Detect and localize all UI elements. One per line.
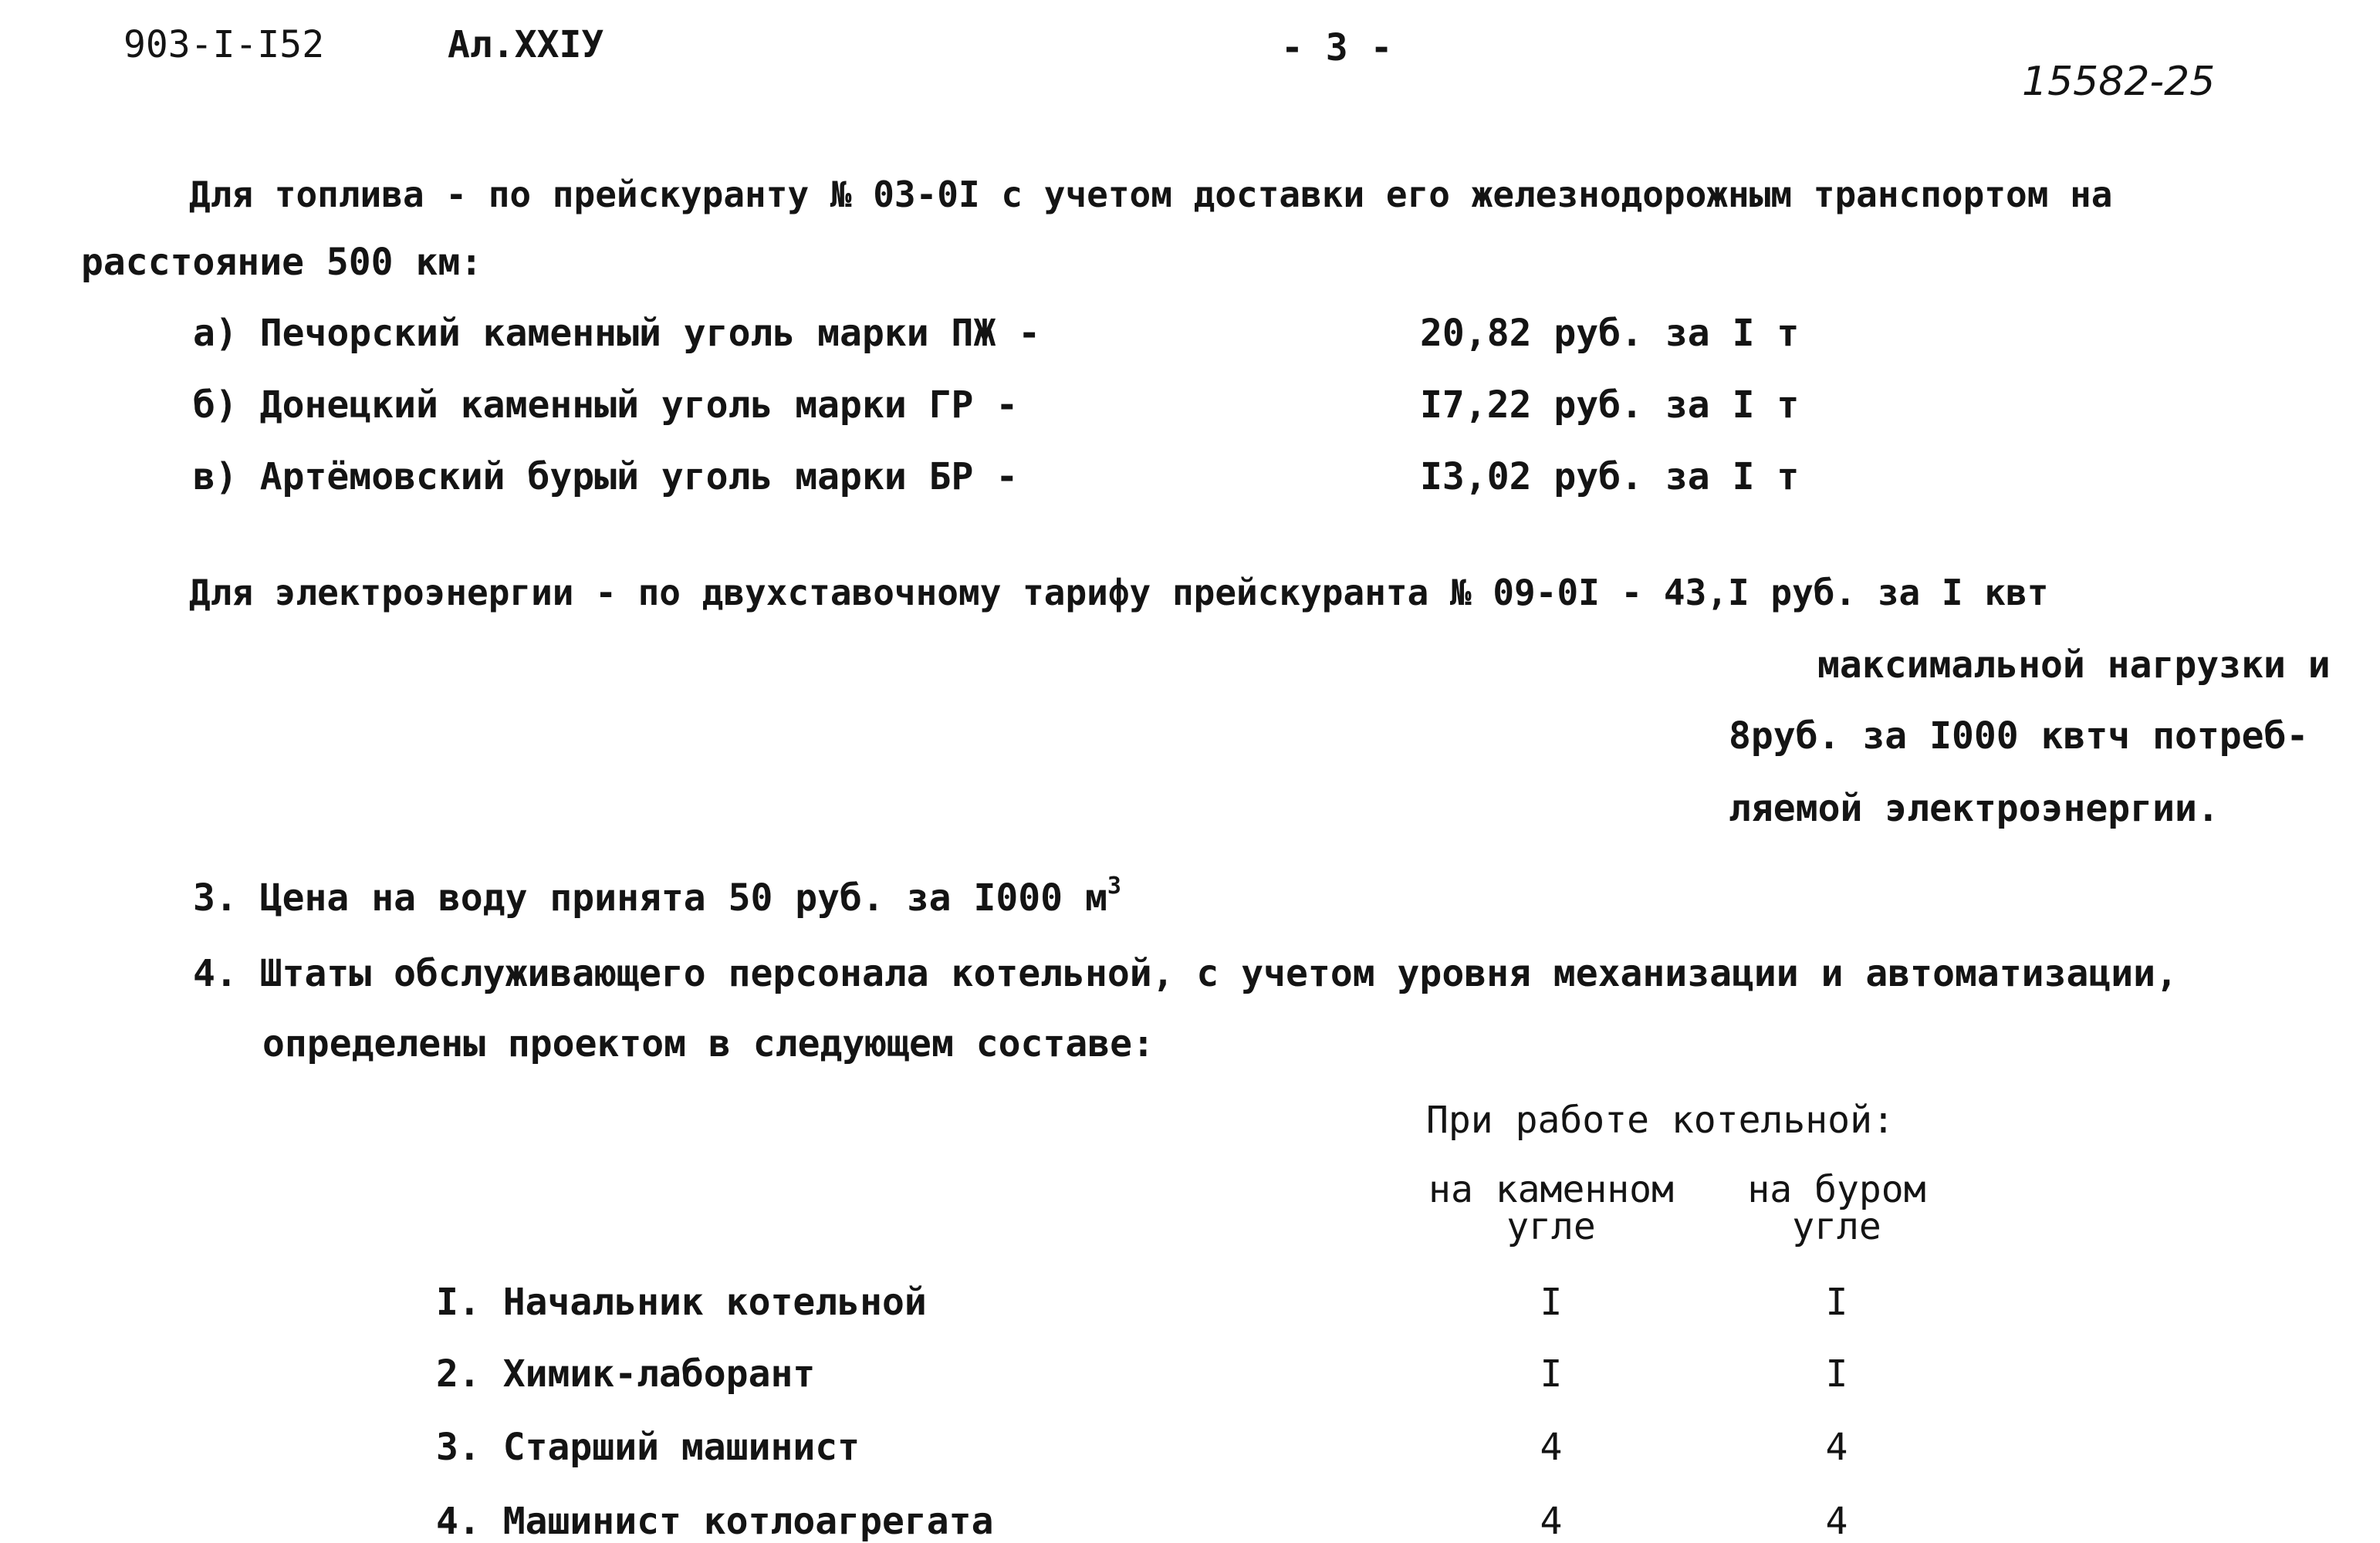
page-number: - 3 -: [1281, 26, 1393, 69]
staff-row-brown-count: I: [1825, 1281, 1848, 1324]
column-header-line: угле: [1506, 1205, 1596, 1248]
electricity-line-1: Для электроэнергии - по двухставочному тарифу прейскуранта № 09-0I - 43,I руб. за I квт: [189, 572, 2049, 613]
column-header-brown-coal: [1706, 1168, 1968, 1248]
staff-row-name: I. Начальник котельной: [436, 1281, 927, 1324]
staff-row-stone-count: 4: [1540, 1426, 1563, 1469]
column-header-line: на буром: [1747, 1168, 1926, 1211]
staff-row-stone-count: 4: [1540, 1500, 1563, 1543]
staff-row-name: 3. Старший машинист: [436, 1426, 860, 1469]
staff-row-brown-count: 4: [1825, 1500, 1848, 1543]
fuel-intro-line-2: расстояние 500 км:: [81, 241, 483, 284]
staff-row-name: 2. Химик-лаборант: [436, 1352, 816, 1396]
document-code: 903-I-I52: [123, 23, 325, 66]
fuel-item-label: б) Донецкий каменный уголь марки ГР -: [193, 383, 1019, 427]
fuel-item-price: 20,82 руб. за I т: [1420, 312, 1800, 355]
electricity-line-2: максимальной нагрузки и: [1817, 643, 2331, 687]
electricity-line-4: ляемой электроэнергии.: [1729, 787, 2219, 830]
water-unit-superscript: 3: [1107, 873, 1121, 900]
staff-line-1: 4. Штаты обслуживающего персонала котельной, с учетом уровня механизации и автоматизации,: [193, 952, 2178, 995]
album-number: Ал.XXIУ: [448, 23, 604, 66]
staff-row-stone-count: I: [1540, 1281, 1563, 1324]
staff-row-stone-count: I: [1540, 1352, 1563, 1396]
column-header-stone-coal: [1405, 1168, 1698, 1248]
water-price-text: 3. Цена на воду принята 50 руб. за I000 м: [193, 876, 1107, 920]
fuel-item-label: в) Артёмовский бурый уголь марки БР -: [193, 455, 1019, 498]
fuel-intro-line-1: Для топлива - по прейскуранту № 03-0I с учетом доставки его железнодорожным транспортом на: [189, 174, 2113, 215]
fuel-item-price: I7,22 руб. за I т: [1420, 383, 1800, 427]
column-header-line: угле: [1792, 1205, 1881, 1248]
table-caption: При работе котельной:: [1426, 1099, 1895, 1142]
fuel-item-price: I3,02 руб. за I т: [1420, 455, 1800, 498]
staff-row-name: 4. Машинист котлоагрегата: [436, 1500, 994, 1543]
electricity-line-3: 8руб. за I000 квтч потреб-: [1729, 714, 2309, 758]
fuel-item-label: а) Печорский каменный уголь марки ПЖ -: [193, 312, 1041, 355]
handwritten-inventory-number: 15582-25: [2022, 59, 2216, 105]
staff-row-brown-count: 4: [1825, 1426, 1848, 1469]
water-price: [193, 873, 1121, 920]
staff-line-2: определены проектом в следующем составе:: [262, 1022, 1155, 1065]
staff-row-brown-count: I: [1825, 1352, 1848, 1396]
column-header-line: на каменном: [1428, 1168, 1674, 1211]
